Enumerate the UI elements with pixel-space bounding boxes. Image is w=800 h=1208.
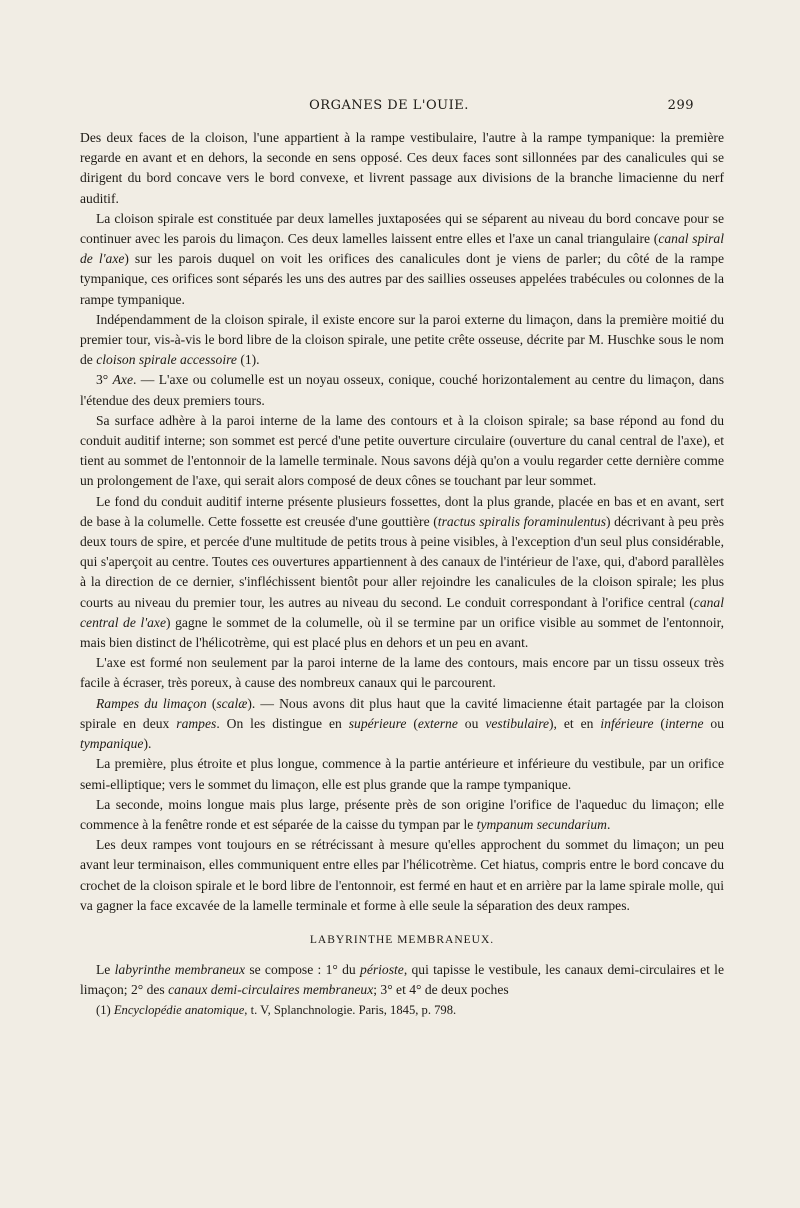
text-run: ), et en <box>549 715 601 731</box>
text-run: (1) <box>96 1002 114 1017</box>
text-run: ) décrivant à peu près deux tours de spire, et percée d'une multitude de petits trous à peine visibles, à l'exception d'un seul plus considérable, qui s'aperçoit au centre. Toutes ces ouvertures appartiennent à des canaux de l'intérieur de l'axe, qui, d'abord parallèles à la direction de ce dernier, s'infléchissent bientôt pour aller rejoindre les canalicules de la cloison spirale; les plus courts au niveau du premier tour, les autres au niveau du second. Le conduit correspondant à l'orifice central ( <box>80 513 725 610</box>
italic-text: canaux demi-circulaires membraneux <box>168 982 374 998</box>
italic-text: canal central de l'axe <box>80 594 724 630</box>
italic-text: Encyclopédie anatomique <box>113 1002 245 1017</box>
italic-text: Rampes du limaçon <box>96 695 207 711</box>
text-run: ) sur les parois duquel on voit les orifices des canalicules dont je viens de parler; du côté de la rampe tympanique, ces orifices sont séparés les uns des autres par des saillies osseuses appelées trabécules ou colonnes de la rampe tympanique. <box>80 251 724 307</box>
footnote <box>80 1001 724 1019</box>
italic-text: vestibulaire <box>485 715 550 731</box>
text-run: ou <box>703 715 725 731</box>
paragraph <box>80 960 724 1000</box>
text-run: Les deux rampes vont toujours en se rétrécissant à mesure qu'elles approchent du sommet du limaçon; un peu avant leur terminaison, elles communiquent entre elles par l'hélicotrème. Cet hiatus, compris entre le bord concave du crochet de la cloison spirale et le bord libre de l'entonnoir, est fermé en haut et en arrière par la lame spirale molle, qui va gagner la face excavée de la lamelle terminale et forme à elle seule la séparation des deux rampes. <box>80 837 724 913</box>
italic-text: supérieure <box>348 715 407 731</box>
text-run: ( <box>406 715 418 731</box>
text-run: La cloison spirale est constituée par deux lamelles juxtaposées qui se séparent au niveau du bord concave pour se continuer avec les parois du limaçon. Ces deux lamelles laissent entre elles et l'axe un canal triangulaire ( <box>80 210 724 247</box>
text-run: . <box>606 816 611 832</box>
text-run: ou <box>457 715 486 731</box>
paragraph-list <box>80 128 724 916</box>
italic-text: interne <box>664 715 704 731</box>
paragraph <box>80 310 724 371</box>
text-run: Le <box>96 962 115 978</box>
text-run: (1). <box>236 352 260 368</box>
paragraph <box>80 128 724 209</box>
italic-text: Axe <box>112 372 133 388</box>
italic-text: périoste <box>360 962 404 978</box>
text-run: La seconde, moins longue mais plus large, présente près de son origine l'orifice de l'aqueduc du limaçon; elle commence à la fenêtre ronde et est séparée de la caisse du tympan par le <box>80 796 724 832</box>
running-title: ORGANES DE L'OUIE. <box>309 98 469 113</box>
text-run: Indépendamment de la cloison spirale, il existe encore sur la paroi externe du limaçon, dans la première moitié du premier tour, vis-à-vis le bord libre de la cloison spirale, une petite crête osseuse, décrite par M. Huschke sous le nom de <box>80 311 724 368</box>
page-number: 299 <box>667 98 694 113</box>
paragraph <box>80 835 724 916</box>
text-run: , qui tapisse le vestibule, les canaux demi-circulaires et le limaçon; 2° des <box>80 962 724 998</box>
text-run: Le fond du conduit auditif interne présente plusieurs fossettes, dont la plus grande, placée en bas et en avant, sert de base à la columelle. Cette fossette est creusée d'une gouttière ( <box>80 493 724 529</box>
italic-text: inférieure <box>600 715 654 731</box>
section-title: LABYRINTHE MEMBRANEUX. <box>309 933 495 946</box>
italic-text: tympanique <box>80 736 144 752</box>
paragraph <box>80 370 724 410</box>
italic-text: scalæ <box>216 695 248 711</box>
text-run: ( <box>653 715 665 731</box>
italic-text: cloison spirale accessoire <box>96 352 237 368</box>
text-run: se compose : 1° du <box>245 962 361 978</box>
italic-text: tractus spiralis foraminulentus <box>437 513 606 529</box>
italic-text: rampes <box>176 715 217 731</box>
text-run: ). <box>143 736 152 752</box>
text-run: La première, plus étroite et plus longue, commence à la partie antérieure et inférieure du vestibule, par un orifice semi-elliptique; vers le sommet du limaçon, elle est plus grande que la rampe tympanique. <box>80 756 724 792</box>
text-run: Sa surface adhère à la paroi interne de la lame des contours et à la cloison spirale; sa base répond au fond du conduit auditif interne; son sommet est percé d'une petite ouverture circulaire (ouverture du canal central de l'axe), et tient au sommet de l'entonnoir de la lamelle terminale. Nous savons déjà qu'on a voulu regarder cette dernière comme un prolongement de l'axe, qui serait alors composé de deux cônes se touchant par leur sommet. <box>80 412 724 489</box>
text-run: . — L'axe ou columelle est un noyau osseux, conique, couché horizontalement au centre du limaçon, dans l'étendue des deux premiers tours. <box>80 372 724 408</box>
paragraph <box>80 411 724 492</box>
paragraph <box>80 209 724 310</box>
text-run: ). — Nous avons dit plus haut que la cavité limacienne était partagée par la cloison spirale en deux <box>80 695 724 731</box>
paragraph <box>80 795 724 835</box>
text-run: ) gagne le sommet de la columelle, où il se termine par un orifice visible au sommet de l'entonnoir, mais bien distinct de l'hélicotrème, qui est placé plus en dehors et un peu en avant. <box>80 614 724 651</box>
text-run: L'axe est formé non seulement par la paroi interne de la lame des contours, mais encore par un tissu osseux très facile à écraser, très poreux, à cause des nombreux canaux qui le parcourent. <box>80 655 724 691</box>
italic-text: externe <box>417 715 458 731</box>
running-header <box>84 98 694 118</box>
paragraph <box>80 492 724 654</box>
paragraph <box>80 754 724 794</box>
page-body <box>80 128 724 1019</box>
text-run: ( <box>206 695 217 711</box>
italic-text: labyrinthe membraneux <box>114 962 246 978</box>
text-run: 3° <box>96 372 113 388</box>
italic-text: canal spiral de l'axe <box>80 231 725 267</box>
text-run: , t. V, Splanchnologie. Paris, 1845, p. 798. <box>244 1002 457 1017</box>
section-paragraphs <box>80 960 724 1000</box>
text-run: Des deux faces de la cloison, l'une appartient à la rampe vestibulaire, l'autre à la rampe tympanique: la première regarde en avant et en dehors, la seconde en sens opposé. Ces deux faces sont sillonnées par des canalicules qui se dirigent du bord concave vers le bord convexe, et livrent passage aux divisions de la branche limacienne du nerf auditif. <box>80 130 724 206</box>
text-run: ; 3° et 4° de deux poches <box>373 982 509 998</box>
italic-text: tympanum secundarium <box>476 816 607 832</box>
paragraph <box>80 653 724 693</box>
paragraph <box>80 694 724 755</box>
text-run: . On les distingue en <box>216 715 349 731</box>
